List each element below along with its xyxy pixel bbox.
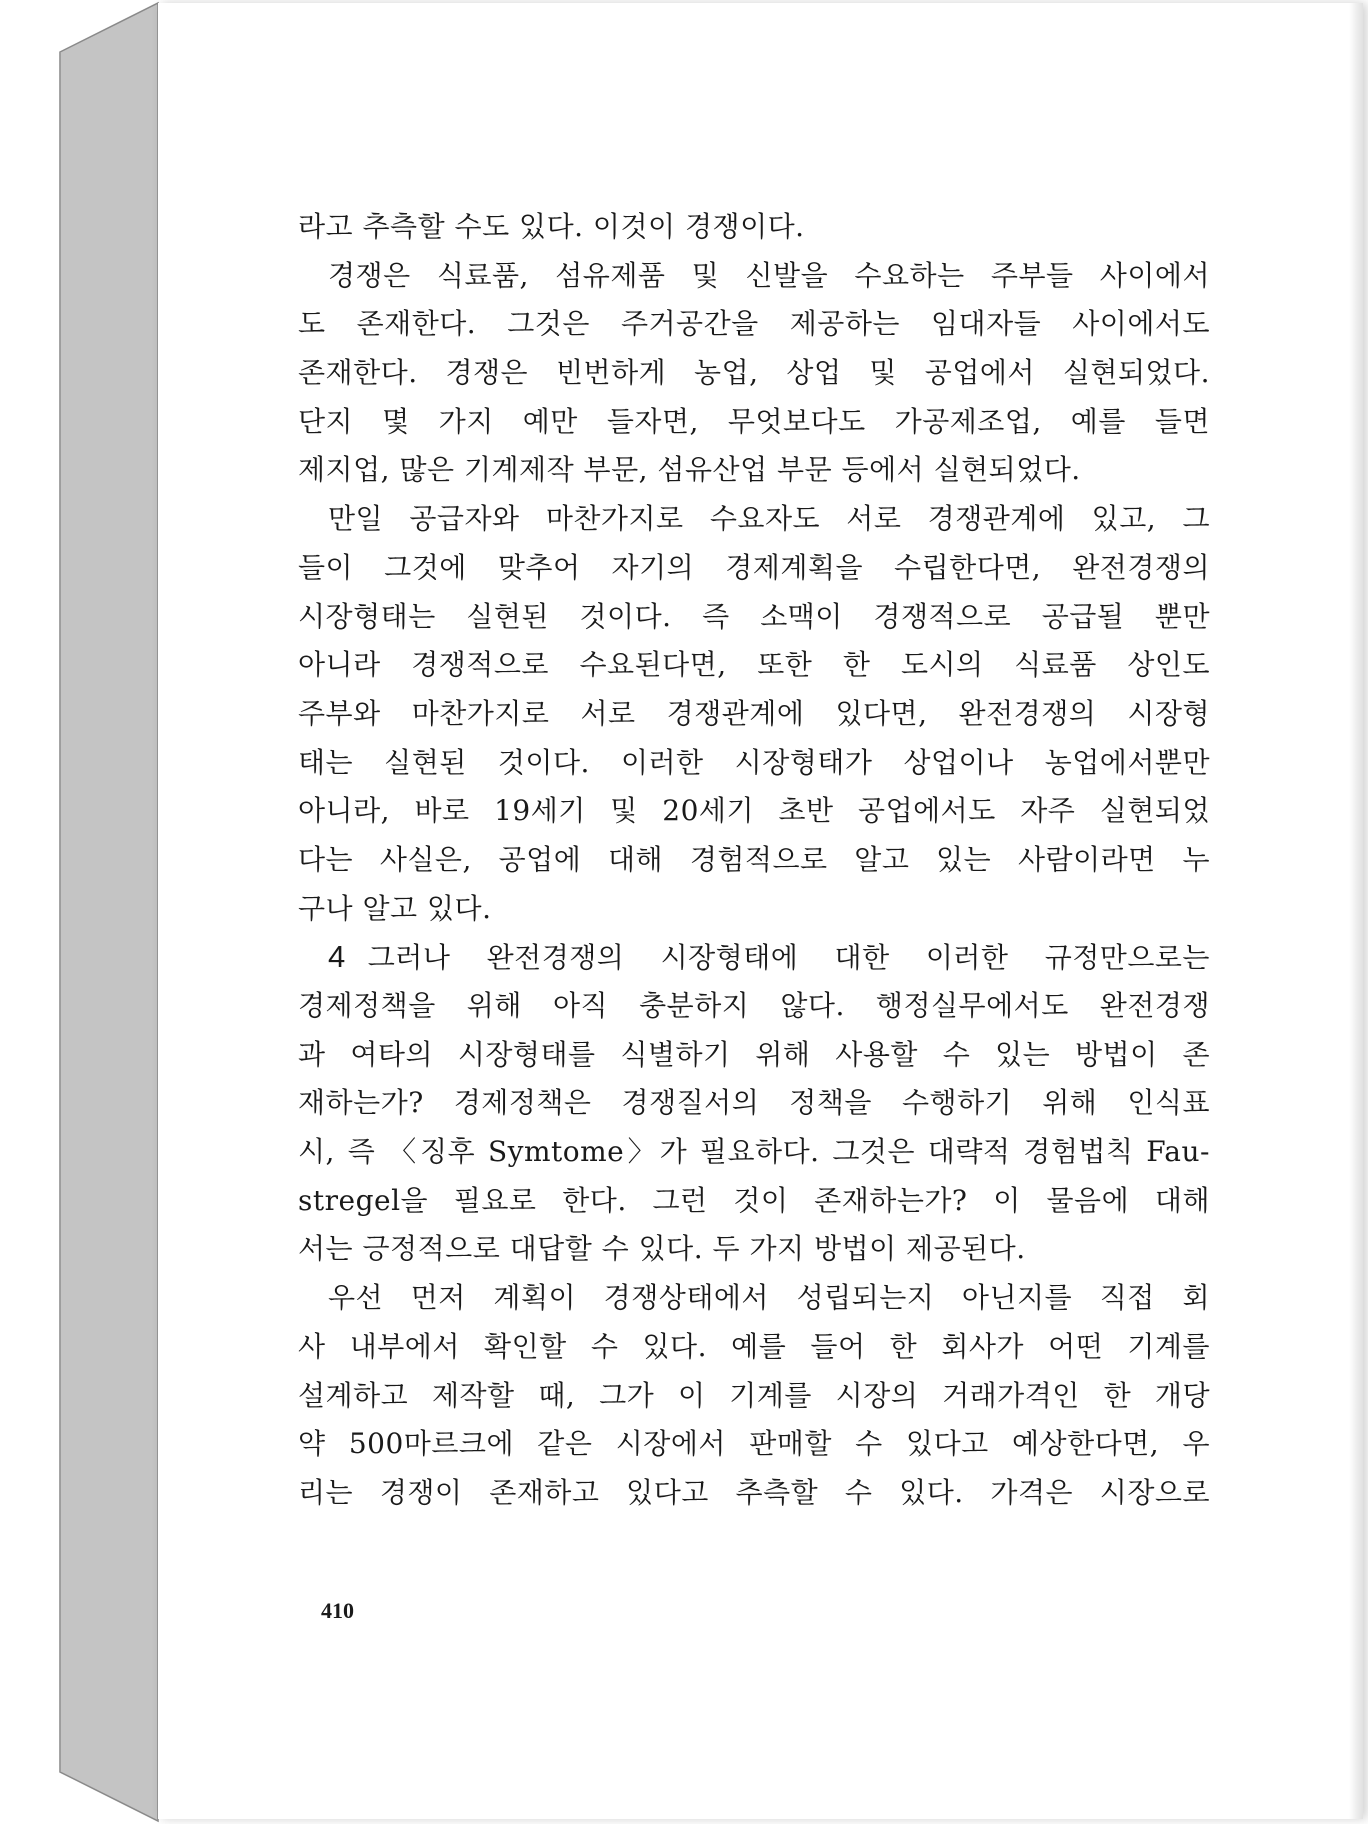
text-line-content: 시, 즉 〈징후 Symtome〉가 필요하다. 그것은 대략적 경험법칙 Fau- (298, 1135, 1210, 1169)
text-line (298, 593, 1210, 642)
text-line-content: 재하는가? 경제정책은 경쟁질서의 정책을 수행하기 위해 인식표 (298, 1086, 1210, 1120)
text-line (298, 1031, 1210, 1080)
text-line (298, 690, 1210, 739)
text-line (298, 1274, 1210, 1323)
text-line (298, 300, 1210, 349)
text-line (298, 933, 1210, 982)
text-line-content: 제지업, 많은 기계제작 부문, 섬유산업 부문 등에서 실현되었다. (298, 453, 1081, 487)
text-line-content: 설계하고 제작할 때, 그가 이 기계를 시장의 거래가격인 한 개당 (298, 1378, 1210, 1412)
text-line-content: 사 내부에서 확인할 수 있다. 예를 들어 한 회사가 어떤 기계를 (298, 1329, 1210, 1363)
text-line (298, 446, 1210, 495)
text-line-content: 시장형태는 실현된 것이다. 즉 소맥이 경쟁적으로 공급될 뿐만 (298, 599, 1210, 633)
book-page (158, 3, 1363, 1819)
text-line (298, 1128, 1210, 1177)
text-line-content: 만일 공급자와 마찬가지로 수요자도 서로 경쟁관계에 있고, 그 (328, 502, 1210, 536)
text-line-content: 경쟁은 식료품, 섬유제품 및 신발을 수요하는 주부들 사이에서 (328, 258, 1210, 292)
text-line-content: 단지 몇 가지 예만 들자면, 무엇보다도 가공제조업, 예를 들면 (298, 404, 1210, 438)
text-line (298, 1372, 1210, 1421)
text-line (298, 1420, 1210, 1469)
text-line-content: 태는 실현된 것이다. 이러한 시장형태가 상업이나 농업에서뿐만 (298, 745, 1210, 779)
text-line-content: 도 존재한다. 그것은 주거공간을 제공하는 임대자들 사이에서도 (298, 307, 1210, 341)
text-line (298, 1469, 1210, 1518)
text-line (298, 641, 1210, 690)
text-line (298, 349, 1210, 398)
text-line (298, 398, 1210, 447)
text-line-content: 그러나 완전경쟁의 시장형태에 대한 이러한 규정만으로는 (367, 941, 1210, 975)
text-line-content: 경제정책을 위해 아직 충분하지 않다. 행정실무에서도 완전경쟁 (298, 989, 1210, 1022)
text-line-content: 다는 사실은, 공업에 대해 경험적으로 알고 있는 사람이라면 누 (298, 842, 1210, 876)
text-line-content: 과 여타의 시장형태를 식별하기 위해 사용할 수 있는 방법이 존 (298, 1037, 1210, 1071)
text-line (298, 1323, 1210, 1372)
text-line (298, 495, 1210, 544)
text-line (298, 544, 1210, 593)
text-line (298, 203, 1210, 252)
text-line (298, 787, 1210, 836)
text-line (298, 836, 1210, 885)
text-line-content: 아니라, 바로 19세기 및 20세기 초반 공업에서도 자주 실현되었 (298, 794, 1210, 828)
text-line (298, 1177, 1210, 1226)
text-line-content: 약 500마르크에 같은 시장에서 판매할 수 있다고 예상한다면, 우 (298, 1427, 1210, 1461)
text-line-content: 주부와 마찬가지로 서로 경쟁관계에 있다면, 완전경쟁의 시장형 (298, 696, 1210, 730)
text-line-content: 리는 경쟁이 존재하고 있다고 추측할 수 있다. 가격은 시장으로 (298, 1475, 1210, 1509)
text-line-content: 구나 알고 있다. (298, 891, 492, 925)
page-number: 410 (321, 1598, 354, 1623)
text-line (298, 1225, 1210, 1274)
section-number: 4 (328, 939, 346, 975)
text-line (298, 885, 1210, 934)
text-line (298, 739, 1210, 788)
text-line-content: 우선 먼저 계획이 경쟁상태에서 성립되는지 아닌지를 직접 회 (328, 1281, 1210, 1315)
text-line-content: 서는 긍정적으로 대답할 수 있다. 두 가지 방법이 제공된다. (298, 1232, 1026, 1266)
text-line (298, 982, 1210, 1031)
text-line-content: 아니라 경쟁적으로 수요된다면, 또한 한 도시의 식료품 상인도 (298, 648, 1210, 682)
text-line (298, 252, 1210, 301)
text-line-content: stregel을 필요로 한다. 그런 것이 존재하는가? 이 물음에 대해 (298, 1183, 1210, 1217)
text-line-content: 존재한다. 경쟁은 빈번하게 농업, 상업 및 공업에서 실현되었다. (298, 356, 1210, 390)
text-line (298, 1079, 1210, 1128)
page-edge-shadow (1349, 3, 1363, 1819)
text-line-content: 들이 그것에 맞추어 자기의 경제계획을 수립한다면, 완전경쟁의 (298, 550, 1210, 584)
body-text (298, 203, 1210, 1518)
text-line-content: 라고 추측할 수도 있다. 이것이 경쟁이다. (298, 210, 805, 243)
